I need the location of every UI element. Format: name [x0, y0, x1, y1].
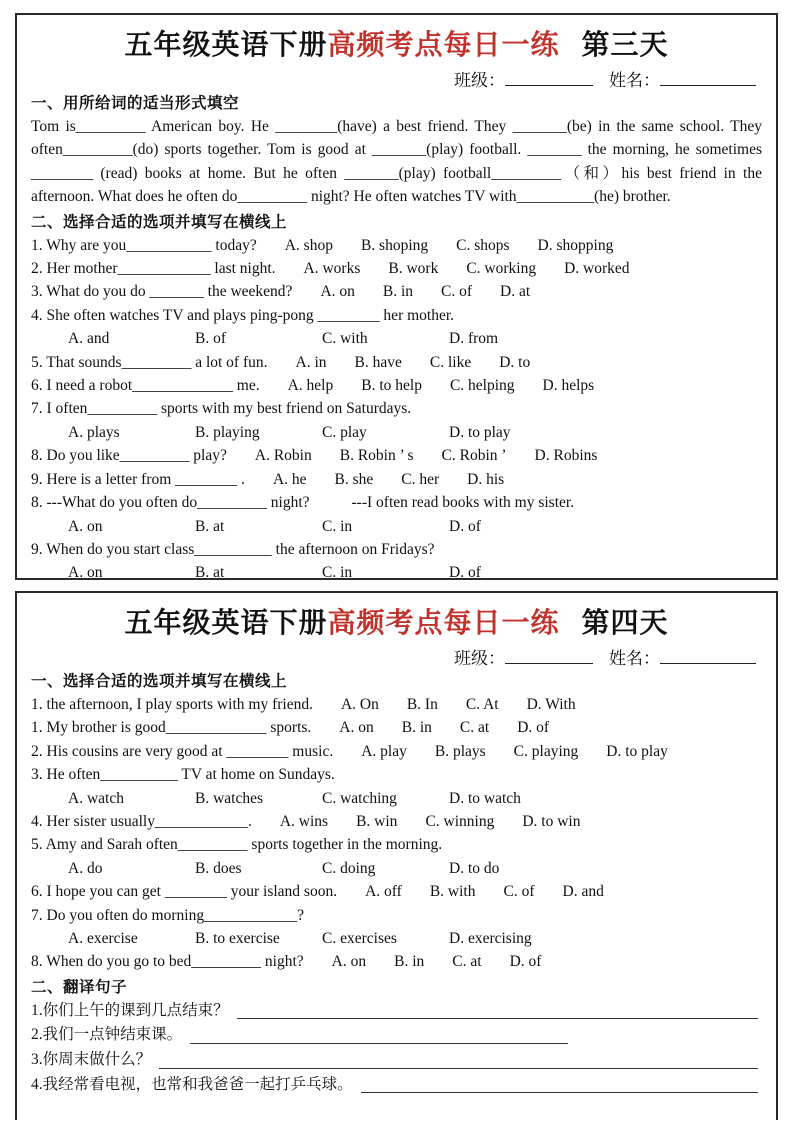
option-label: B. to exercise [195, 930, 280, 948]
option-label: D. at [500, 283, 531, 301]
option-label: C. at [452, 953, 482, 971]
name-answer-blank [660, 71, 756, 86]
question-line [31, 950, 762, 973]
option-label: C. in [322, 517, 353, 535]
worksheet-card-day4 [15, 591, 778, 1120]
question-stem: 4. She often watches TV and plays ping-pong ________ her mother. [31, 306, 455, 324]
question-line [31, 444, 762, 467]
option-label: A. in [295, 353, 327, 371]
option-label: C. At [465, 696, 499, 713]
question-stem: 8. Do you like_________ play? [31, 447, 227, 465]
option-label: A. exercise [68, 930, 138, 948]
option-row [31, 327, 762, 350]
class-label: 班级： [454, 71, 505, 90]
question-stem: 9. When do you start class__________ the afternoon on Fridays? [31, 540, 435, 558]
question-line [31, 397, 762, 420]
option-label: B. watches [195, 789, 264, 807]
option-label: B. she [334, 470, 374, 488]
option-label: A. on [68, 564, 103, 582]
option-label: B. of [195, 330, 226, 348]
option-label: D. exercising [449, 930, 532, 948]
worksheet-card-day3 [15, 13, 778, 580]
translation-line [31, 1048, 762, 1073]
question-line [31, 351, 762, 374]
class-name-line [31, 66, 756, 90]
option-label: B. at [195, 564, 225, 582]
answer-blank [361, 1073, 758, 1094]
question-line [31, 763, 762, 786]
class-label: 班级： [454, 649, 505, 668]
question-line [31, 234, 762, 257]
option-label: B. at [195, 517, 225, 535]
option-label: D. from [449, 330, 499, 348]
option-row [31, 857, 762, 880]
option-label: A. shop [284, 236, 333, 254]
question-stem: 3. What do you do _______ the weekend? [31, 283, 293, 301]
question-stem: 7. Do you often do morning____________? [31, 906, 304, 924]
question-line [31, 374, 762, 397]
question-line [31, 880, 762, 903]
option-label: A. help [287, 377, 334, 395]
option-label: D. With [526, 696, 576, 713]
cloze-paragraph: Tom is_________ American boy. He ________(have) a best friend. They _______(be) in the same school. They often_________(do) sports together. Tom is good at _______(play) football. _______ the morning, he sometimes ________ (read) books at home. But he often _______(play) football_________（和）his best friend in the afternoon. What does he often do_________ night? He often watches TV with__________(he) brother. [31, 118, 762, 206]
option-label: B. Robin ’ s [339, 447, 414, 465]
question-stem: 3. He often__________ TV at home on Sundays. [31, 766, 335, 784]
option-label: A. he [272, 470, 307, 488]
option-label: C. winning [425, 813, 495, 831]
option-label: D. and [562, 883, 604, 901]
worksheet-title [31, 601, 762, 641]
question-stem: 2. Her mother____________ last night. [31, 260, 276, 278]
option-label: D. shopping [537, 236, 614, 254]
option-label: A. on [331, 953, 367, 971]
option-label: B. plays [434, 742, 486, 760]
option-label: B. shoping [360, 236, 429, 254]
option-label: C. playing [513, 742, 579, 760]
question-stem: 1. the afternoon, I play sports with my friend. [31, 696, 313, 713]
answer-blank [159, 1048, 758, 1069]
option-label: D. to [499, 353, 531, 371]
title-day: 第四天 [581, 608, 669, 639]
option-label: C. watching [322, 789, 397, 807]
section-heading: 一、用所给词的适当形式填空 [31, 95, 240, 112]
section-heading: 二、翻译句子 [31, 978, 128, 996]
option-label: A. do [68, 859, 103, 877]
question-line [31, 693, 762, 716]
option-label: C. with [322, 330, 368, 348]
option-label: C. doing [322, 859, 376, 877]
option-label: D. to watch [449, 789, 521, 807]
option-label: A. on [339, 719, 374, 737]
question-stem: 1. My brother is good_____________ sports. [31, 719, 312, 737]
section-heading: 二、选择合适的选项并填写在横线上 [31, 213, 288, 231]
option-row [31, 515, 762, 538]
title-prefix: 五年级英语下册 [124, 608, 328, 639]
option-label: A. On [340, 696, 379, 713]
option-label: D. Robins [534, 447, 598, 465]
question-line [31, 304, 762, 327]
option-label: C. of [441, 283, 473, 301]
option-label: A. Robin [254, 447, 312, 465]
option-label: B. have [354, 353, 402, 371]
question-stem: 1. Why are you___________ today? [31, 236, 257, 254]
question-stem: 7. I often_________ sports with my best friend on Saturdays. [31, 400, 412, 418]
answer-blank [237, 999, 758, 1020]
option-label: C. of [503, 883, 535, 901]
option-label: C. her [401, 470, 440, 488]
translation-line [31, 1073, 762, 1098]
option-label: C. shops [456, 236, 510, 254]
title-day: 第三天 [581, 30, 669, 61]
option-label: B. to help [361, 377, 422, 395]
answer-note: ---I often read books with my sister. [351, 494, 575, 512]
option-label: D. his [467, 470, 505, 488]
section-heading: 一、选择合适的选项并填写在横线上 [31, 673, 288, 690]
option-label: B. work [388, 260, 439, 278]
question-line [31, 833, 762, 856]
class-answer-blank [505, 649, 593, 664]
question-line [31, 810, 762, 833]
option-label: C. like [429, 353, 472, 371]
option-label: A. and [68, 330, 110, 348]
question-line [31, 468, 762, 491]
question-stem: 5. That sounds_________ a lot of fun. [31, 353, 268, 371]
option-label: D. to win [522, 813, 581, 831]
option-row [31, 787, 762, 810]
worksheet-title [31, 23, 762, 63]
question-stem: 2. His cousins are very good at ________ music. [31, 742, 334, 760]
translation-stem: 4.我经常看电视，也常和我爸爸一起打乒乓球。 [31, 1075, 353, 1093]
card-body [31, 92, 762, 585]
question-line [31, 740, 762, 763]
question-stem: 6. I hope you can get ________ your island soon. [31, 883, 338, 901]
question-stem: 4. Her sister usually____________. [31, 813, 252, 831]
class-answer-blank [505, 71, 593, 86]
option-label: A. wins [279, 813, 329, 831]
option-label: C. Robin ’ [441, 447, 507, 465]
option-label: D. of [517, 719, 550, 737]
option-label: C. at [459, 719, 490, 737]
title-highlight: 高频考点每日一练 [327, 608, 560, 639]
option-label: D. helps [542, 377, 595, 395]
option-label: A. watch [68, 789, 124, 807]
question-stem: 6. I need a robot_____________ me. [31, 377, 260, 395]
option-label: D. of [449, 564, 481, 582]
question-line [31, 904, 762, 927]
option-label: B. win [356, 813, 398, 831]
name-label: 姓名： [609, 649, 660, 668]
question-stem: 9. Here is a letter from ________ . [31, 470, 245, 488]
option-label: D. worked [564, 260, 630, 278]
option-label: B. In [406, 696, 438, 713]
question-line [31, 491, 762, 514]
option-row [31, 421, 762, 444]
question-line [31, 257, 762, 280]
option-label: B. in [382, 283, 414, 301]
option-label: A. play [361, 742, 407, 760]
question-line [31, 716, 762, 739]
question-stem: 5. Amy and Sarah often_________ sports together in the morning. [31, 836, 443, 854]
translation-line [31, 999, 762, 1024]
option-label: C. play [322, 423, 367, 441]
option-label: D. to play [449, 423, 511, 441]
title-highlight: 高频考点每日一练 [327, 30, 560, 61]
question-stem: 8. When do you go to bed_________ night? [31, 953, 304, 971]
name-answer-blank [660, 649, 756, 664]
question-stem: 8. ---What do you often do_________ night? [31, 494, 310, 512]
option-label: A. plays [68, 423, 120, 441]
option-row [31, 927, 762, 950]
option-label: D. of [509, 953, 542, 971]
option-label: C. working [466, 260, 537, 278]
option-label: D. to do [449, 859, 500, 877]
option-label: C. helping [449, 377, 515, 395]
option-label: B. playing [195, 423, 260, 441]
translation-stem: 3.你周末做什么？ [31, 1051, 152, 1069]
translation-stem: 1.你们上午的课到几点结束？ [31, 1001, 229, 1019]
option-label: B. in [401, 719, 432, 737]
translation-line [31, 1023, 762, 1048]
question-line [31, 538, 762, 561]
class-name-line [31, 644, 756, 668]
option-label: B. with [429, 883, 476, 901]
option-label: A. on [320, 283, 355, 301]
answer-blank [190, 1023, 568, 1044]
option-label: C. in [322, 564, 353, 582]
option-row [31, 561, 762, 584]
question-line [31, 280, 762, 303]
option-label: C. exercises [322, 930, 397, 948]
translation-stem: 2.我们一点钟结束课。 [31, 1026, 183, 1044]
card-body [31, 670, 762, 1097]
option-label: B. in [394, 953, 425, 971]
title-prefix: 五年级英语下册 [124, 30, 328, 61]
option-label: A. works [303, 260, 361, 278]
option-label: A. on [68, 517, 103, 535]
option-label: A. off [365, 883, 402, 901]
option-label: D. of [449, 517, 481, 535]
option-label: B. does [195, 859, 242, 877]
name-label: 姓名： [609, 71, 660, 90]
option-label: D. to play [606, 742, 668, 760]
